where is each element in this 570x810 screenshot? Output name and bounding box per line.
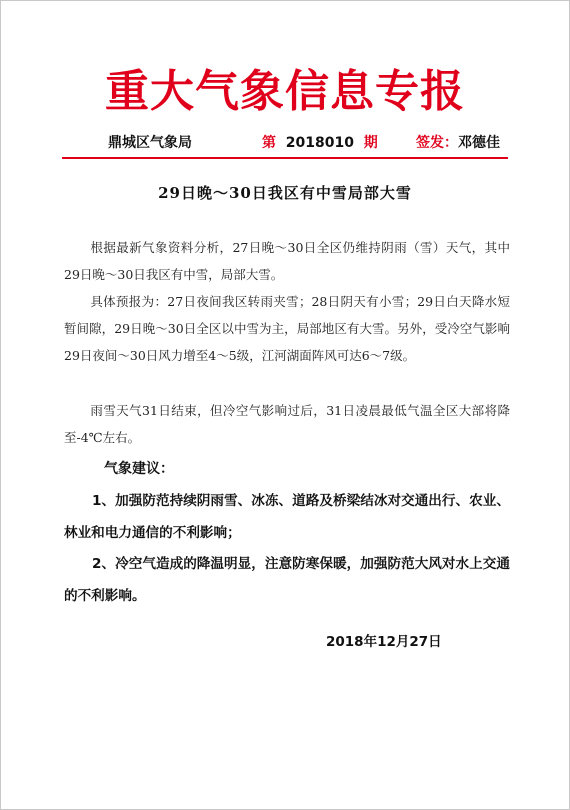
issue-suffix: 期 bbox=[363, 135, 378, 151]
signatory-label: 签发： bbox=[416, 135, 458, 151]
report-title: 重大气象信息专报 bbox=[105, 66, 465, 117]
body-paragraph-2 bbox=[64, 288, 510, 369]
advice-text: 2、冷空气造成的降温明显，注意防寒保暖，加强防范大风对水上交通的不利影响。 bbox=[64, 556, 510, 604]
report-meta-row bbox=[0, 130, 570, 156]
issue-number bbox=[262, 132, 378, 152]
report-subtitle: 29日晚～30日我区有中雪局部大雪 bbox=[158, 184, 412, 202]
signatory bbox=[416, 132, 500, 152]
signatory-name: 邓德佳 bbox=[458, 135, 500, 151]
issuing-office: 鼎城区气象局 bbox=[108, 135, 192, 151]
body-paragraph-1 bbox=[64, 234, 510, 288]
report-date: 2018年12月27日 bbox=[326, 634, 442, 650]
paragraph-text: 雨雪天气31日结束，但冷空气影响过后，31日凌晨最低气温全区大部将降至-4℃左右。 bbox=[64, 403, 510, 445]
header-divider bbox=[62, 157, 508, 159]
issue-prefix: 第 bbox=[262, 135, 276, 151]
paragraph-text: 根据最新气象资料分析，27日晚～30日全区仍维持阴雨（雪）天气，其中29日晚～30日我区有中雪，局部大雪。 bbox=[64, 240, 510, 282]
body-paragraph-3 bbox=[64, 397, 510, 451]
advice-item-1 bbox=[64, 485, 510, 549]
advice-item-2 bbox=[64, 548, 510, 612]
issue-number-value: 2018010 bbox=[285, 135, 354, 151]
advice-heading: 气象建议： bbox=[104, 461, 174, 477]
advice-text: 1、加强防范持续阴雨雪、冰冻、道路及桥梁结冰对交通出行、农业、林业和电力通信的不利影响； bbox=[64, 493, 510, 541]
paragraph-text: 具体预报为：27日夜间我区转雨夹雪；28日阴天有小雪；29日白天降水短暂间隙，29日晚～30日全区以中雪为主，局部地区有大雪。另外，受冷空气影响29日夜间～30日风力增至4～5级，江河湖面阵风可达6～7级。 bbox=[64, 294, 510, 363]
